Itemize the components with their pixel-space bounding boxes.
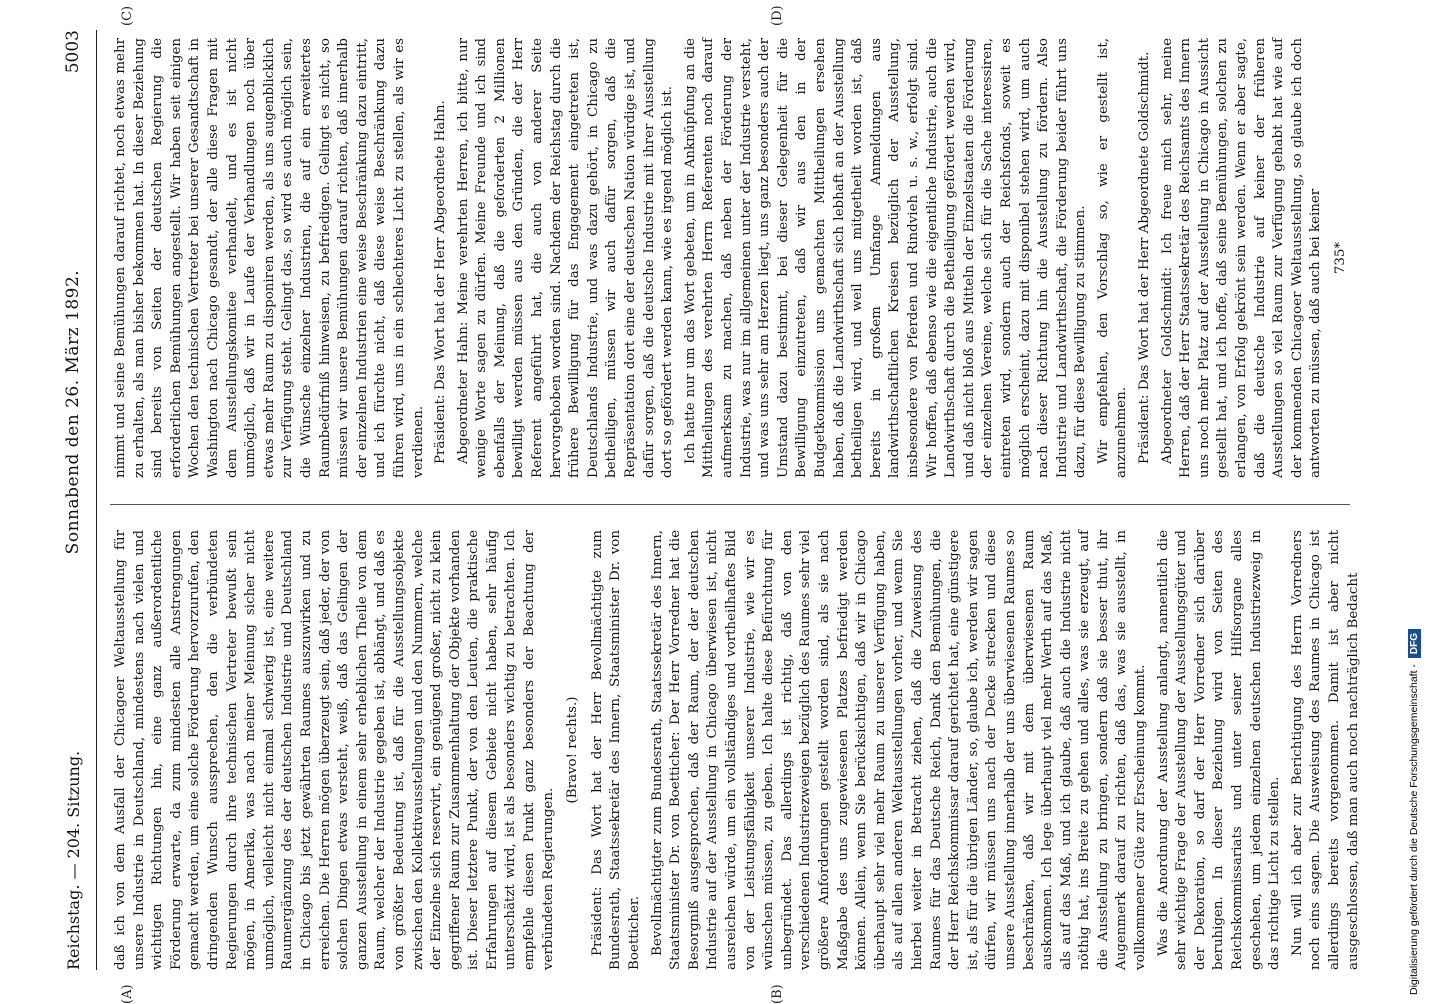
right-paragraph-1: nimmt und seine Bemühungen darauf richtet, noch etwas mehr zu erhalten, als man bisher bekommen hat. In dieser Beziehung sind bereits von Seiten der deutschen Regierung die erforderlichen Bemühungen angestellt. Wir haben seit einigen Wochen den technischen Vertreter bei unserer Gesandtschaft in Washington nach Chicago gesandt, der alle diese Fragen mit dem Ausstellungskomitee verhandelt, und es ist nicht unmöglich, daß wir in Laufe der Verhandlungen noch über etwas mehr Raum zu disponiren werden, als uns augenblicklich zur Verfügung steht. Gelingt das, so wird es auch möglich sein, die Wünsche einzelner Industrien, die auf ein erweitertes Raumbedürfniß hinweisen, zu befriedigen. Gelingt es nicht, so müssen wir unsere Bemühungen darauf richten, daß innerhalb der einzelnen Industrien eine weise Beschränkung dazu eintritt, und ich fürchte nicht, daß diese weise Beschränkung dazu führen wird, uns in ein schlechteres Licht zu stellen, als wir es verdienen.	[113, 38, 426, 478]
right-paragraph-7: Abgeordneter Goldschmidt: Ich freue mich sehr, meine Herren, daß der Herr Staatssekretär des Reichsamts des Innern uns noch mehr Platz auf der Ausstellung in Chicago in Aussicht gestellt hat, und ich hoffe, daß seine Bemühungen, solchen zu erlangen, von Erfolg gekrönt sein werden. Wenn er aber sagte, daß die deutsche Industrie auf keiner der früheren Ausstellungen so viel Raum zur Verfügung gehabt hat wie auf der kommenden Chicagoer Weltausstellung, so glaube ich doch antworten zu müssen, daß auch bei keiner	[1159, 38, 1324, 478]
header-left: Reichstag. — 204. Sitzung.	[63, 750, 83, 970]
right-column	[112, 38, 1352, 478]
left-paragraph-3: Bevollmächtigter zum Bundesrath, Staatssekretär des Innern, Staatsminister Dr. von Boetticher: Der Herr Vorredner hat die Besorgniß ausgesprochen, daß der Raum, der der deutschen Industrie auf der Ausstellung in Chicago überwiesen ist, nicht ausreichen würde, um ein vollständiges und vortheilhaftes Bild von der Leistungsfähigkeit unserer Industrie, wie wir es wünschen müssen, zu geben. Ich halte diese Befürchtung für unbegründet. Das allerdings ist richtig, daß von den verschiedenen Industriezweigen bezüglich des Raumes sehr viel größere Anforderungen gestellt worden sind, als sie nach Maßgabe des uns zugewiesenen Platzes befriedigt werden können. Allein, wenn Sie berücksichtigen, daß wir in Chicago überhaupt sehr viel mehr Raum zu unserer Verfügung haben, als auf allen anderen Weltausstellungen vorher, und wenn Sie hierbei weiter in Betracht ziehen, daß die Zuweisung des Raumes für das Deutsche Reich, Dank den Bemühungen, die der Herr Reichskommissar darauf gerichtet hat, eine günstigere ist, als für die übrigen Länder, so, glaube ich, werden wir sagen dürfen, wir müssen uns nach der Decke strecken und diese unsere Ausstellung innerhalb der uns überwiesenen Raumes so beschränken, daß wir mit dem überwiesenen Raum auskommen. Ich lege überhaupt viel mehr Werth auf das Maß, als auf das Maß, und ich glaube, daß auch die Industrie nicht nöthig hat, ins Breite zu gehen und alles, was sie erzeugt, auf die Ausstellung zu bringen, sondern daß sie besser thut, ihr Augenmerk darauf zu richten, daß das, was sie ausstellt, in vollkommener Güte zur Erscheinung kommt.	[649, 530, 1149, 970]
left-column	[112, 530, 1361, 970]
left-paragraph-5: Nun will ich aber zur Berichtigung des Herrn Vorredners noch eins sagen. Die Ausweisung des Raumes in Chicago ist allerdings bereits vorgenommen. Damit ist aber nicht ausgeschlossen, daß man auch noch nachträglich Bedacht	[1289, 530, 1361, 970]
left-paragraph-2: Präsident: Das Wort hat der Herr Bevollmächtigte zum Bundesrath, Staatssekretär des Innern, Staatsminister Dr. von Boetticher.	[589, 530, 643, 970]
right-paragraph-2: Präsident: Das Wort hat der Herr Abgeordnete Hahn.	[433, 100, 449, 464]
margin-marker-a: (A)	[120, 984, 135, 1004]
margin-marker-b: (B)	[770, 984, 785, 1004]
left-paragraph-4: Was die Anordnung der Ausstellung anlangt, namentlich die sehr wichtige Frage der Ausstellung der Ausstellungsgüter und der Dekoration, so darf der Herr Vorredner sich darüber beruhigen. In dieser Beziehung wird von Seiten des Reichskommissariats und unter seiner Hilfsorgane alles geschehen, um jedem einzelnen deutschen Industriezweig in das richtige Licht zu stellen.	[1155, 530, 1283, 970]
sheet-signature: 735*	[1333, 241, 1348, 275]
right-paragraph-5: Wir empfehlen, den Vorschlag so, wie er gestellt ist, anzunehmen.	[1095, 38, 1130, 478]
page-number: 5003	[63, 30, 83, 74]
dfg-logo: DFG	[1408, 629, 1421, 658]
credit-text: Digitalisierung gefördert durch die Deutsche Forschungsgemeinschaft -	[1408, 664, 1420, 995]
right-paragraph-4: Ich hatte nur um das Wort gebeten, um in Anknüpfung an die Mittheilungen des verehrten Herrn Referenten noch darauf aufmerksam zu machen, daß neben der Förderung der Industrie, was nur im allgemeinen unter der Industrie versteht, und was uns sehr am Herzen liegt, uns ganz besonders auch der Umstand dazu bestimmt, bei dieser Gelegenheit für die Bewilligung einzutreten, daß wir aus den in der Budgetkommission uns gemachten Mittheilungen ersehen haben, daß die Landwirthschaft sich lebhaft an der Ausstellung betheiligen wird, und weil uns mitgetheilt worden ist, daß bereits in großem Umfange Anmeldungen aus landwirthschaftlichen Kreisen bezüglich der Ausstellung, insbesondere von Pferden und Rindvieh u. s. w., erfolgt sind. Wir hoffen, daß ebenso wie die eigentliche Industrie, auch die Landwirthschaft durch die Betheiligung gefördert werden wird, und daß nicht bloß aus Mitteln der Einzelstaaten die Förderung der einzelnen Vereine, welche sich für die Sache interessiren, eintreten wird, sondern auch der Reichsfonds, soweit es möglich erscheint, dazu mit disponibel stehen wird, um auch nach dieser Richtung hin die Ausstellung zu fördern. Also Industrie und Landwirthschaft, die Förderung beider führt uns dazu, für diese Bewilligung zu stimmen.	[682, 38, 1089, 478]
margin-marker-c: (C)	[120, 5, 135, 26]
right-paragraph-3: Abgeordneter Hahn: Meine verehrten Herren, ich bitte, nur wenige Worte sagen zu dürfen. Meine Freunde und ich sind ebenfalls der Meinung, daß die geforderten 2 Millionen bewilligt werden müssen aus den Gründen, die der Herr Referent angeführt hat, die auch von anderer Seite hervorgehoben worden sind. Nachdem der Reichstag durch die frühere Bewilligung für das Engagement eingetreten ist, Deutschlands Industrie, und was dazu gehört, in Chicago zu betheiligen, müssen wir auch dafür sorgen, daß die Repräsentation dort eine der deutschen Nation würdige ist, und dafür sorgen, daß die deutsche Industrie mit ihrer Ausstellung dort so gefördert werden kann, wie es irgend möglich ist.	[455, 38, 676, 478]
digitization-credit	[1402, 15, 1426, 995]
right-paragraph-6: Präsident: Das Wort hat der Herr Abgeordnete Goldschmidt.	[1137, 51, 1153, 464]
column-divider	[110, 504, 1350, 505]
left-paragraph-1: daß ich von dem Ausfall der Chicagoer Weltausstellung für unsere Industrie in Deutschland, mindestens nach vielen und wichtigen Richtungen hin, eine ganz außerordentliche Förderung erwarte, da zum mindesten alle Anstrengungen gemacht werden, um eine solche Förderung hervorzurufen, den dringenden Wunsch aussprechen, den die verbündeten Regierungen durch ihre technischen Vertreter bewußt sein mögen, in Amerika, was nach meiner Meinung sicher nicht unmöglich, vielleicht nicht einmal schwierig ist, eine weitere Raumergänzung des der deutschen Industrie und Deutschland in Chicago bis jetzt gewährten Raumes auszuwirken und zu erreichen. Die Herren mögen überzeugt sein, daß jeder, der von solchen Dingen etwas versteht, weiß, daß das Gelingen der ganzen Ausstellung in einem sehr erheblichen Theile von dem Raum, welcher der Industrie gegeben ist, abhängt, und daß es von größter Bedeutung ist, daß für die Ausstellungsobjekte zwischen den Kollektivausstellungen und den Nummern, welche der Einzelne sich reservirt, ein genügend großer, nicht zu klein gegriffener Raum zur Zusammenhaltung der Objekte vorhanden ist. Dieser letztere Punkt, der von den Leuten, die praktische Erfahrungen auf diesem Gebiete nicht haben, sehr häufig unterschätzt wird, ist als besonders wichtig zu betrachten. Ich empfehle diesen Punkt ganz besonders der Beachtung der verbündeten Regierungen.	[113, 530, 556, 970]
applause-note: (Bravo! rechts.)	[565, 696, 581, 804]
header-date: Sonnabend den 26. März 1892.	[63, 269, 83, 555]
page-header	[50, 30, 97, 970]
rotated-page-content	[50, 5, 1370, 1004]
margin-marker-d: (D)	[770, 5, 785, 26]
